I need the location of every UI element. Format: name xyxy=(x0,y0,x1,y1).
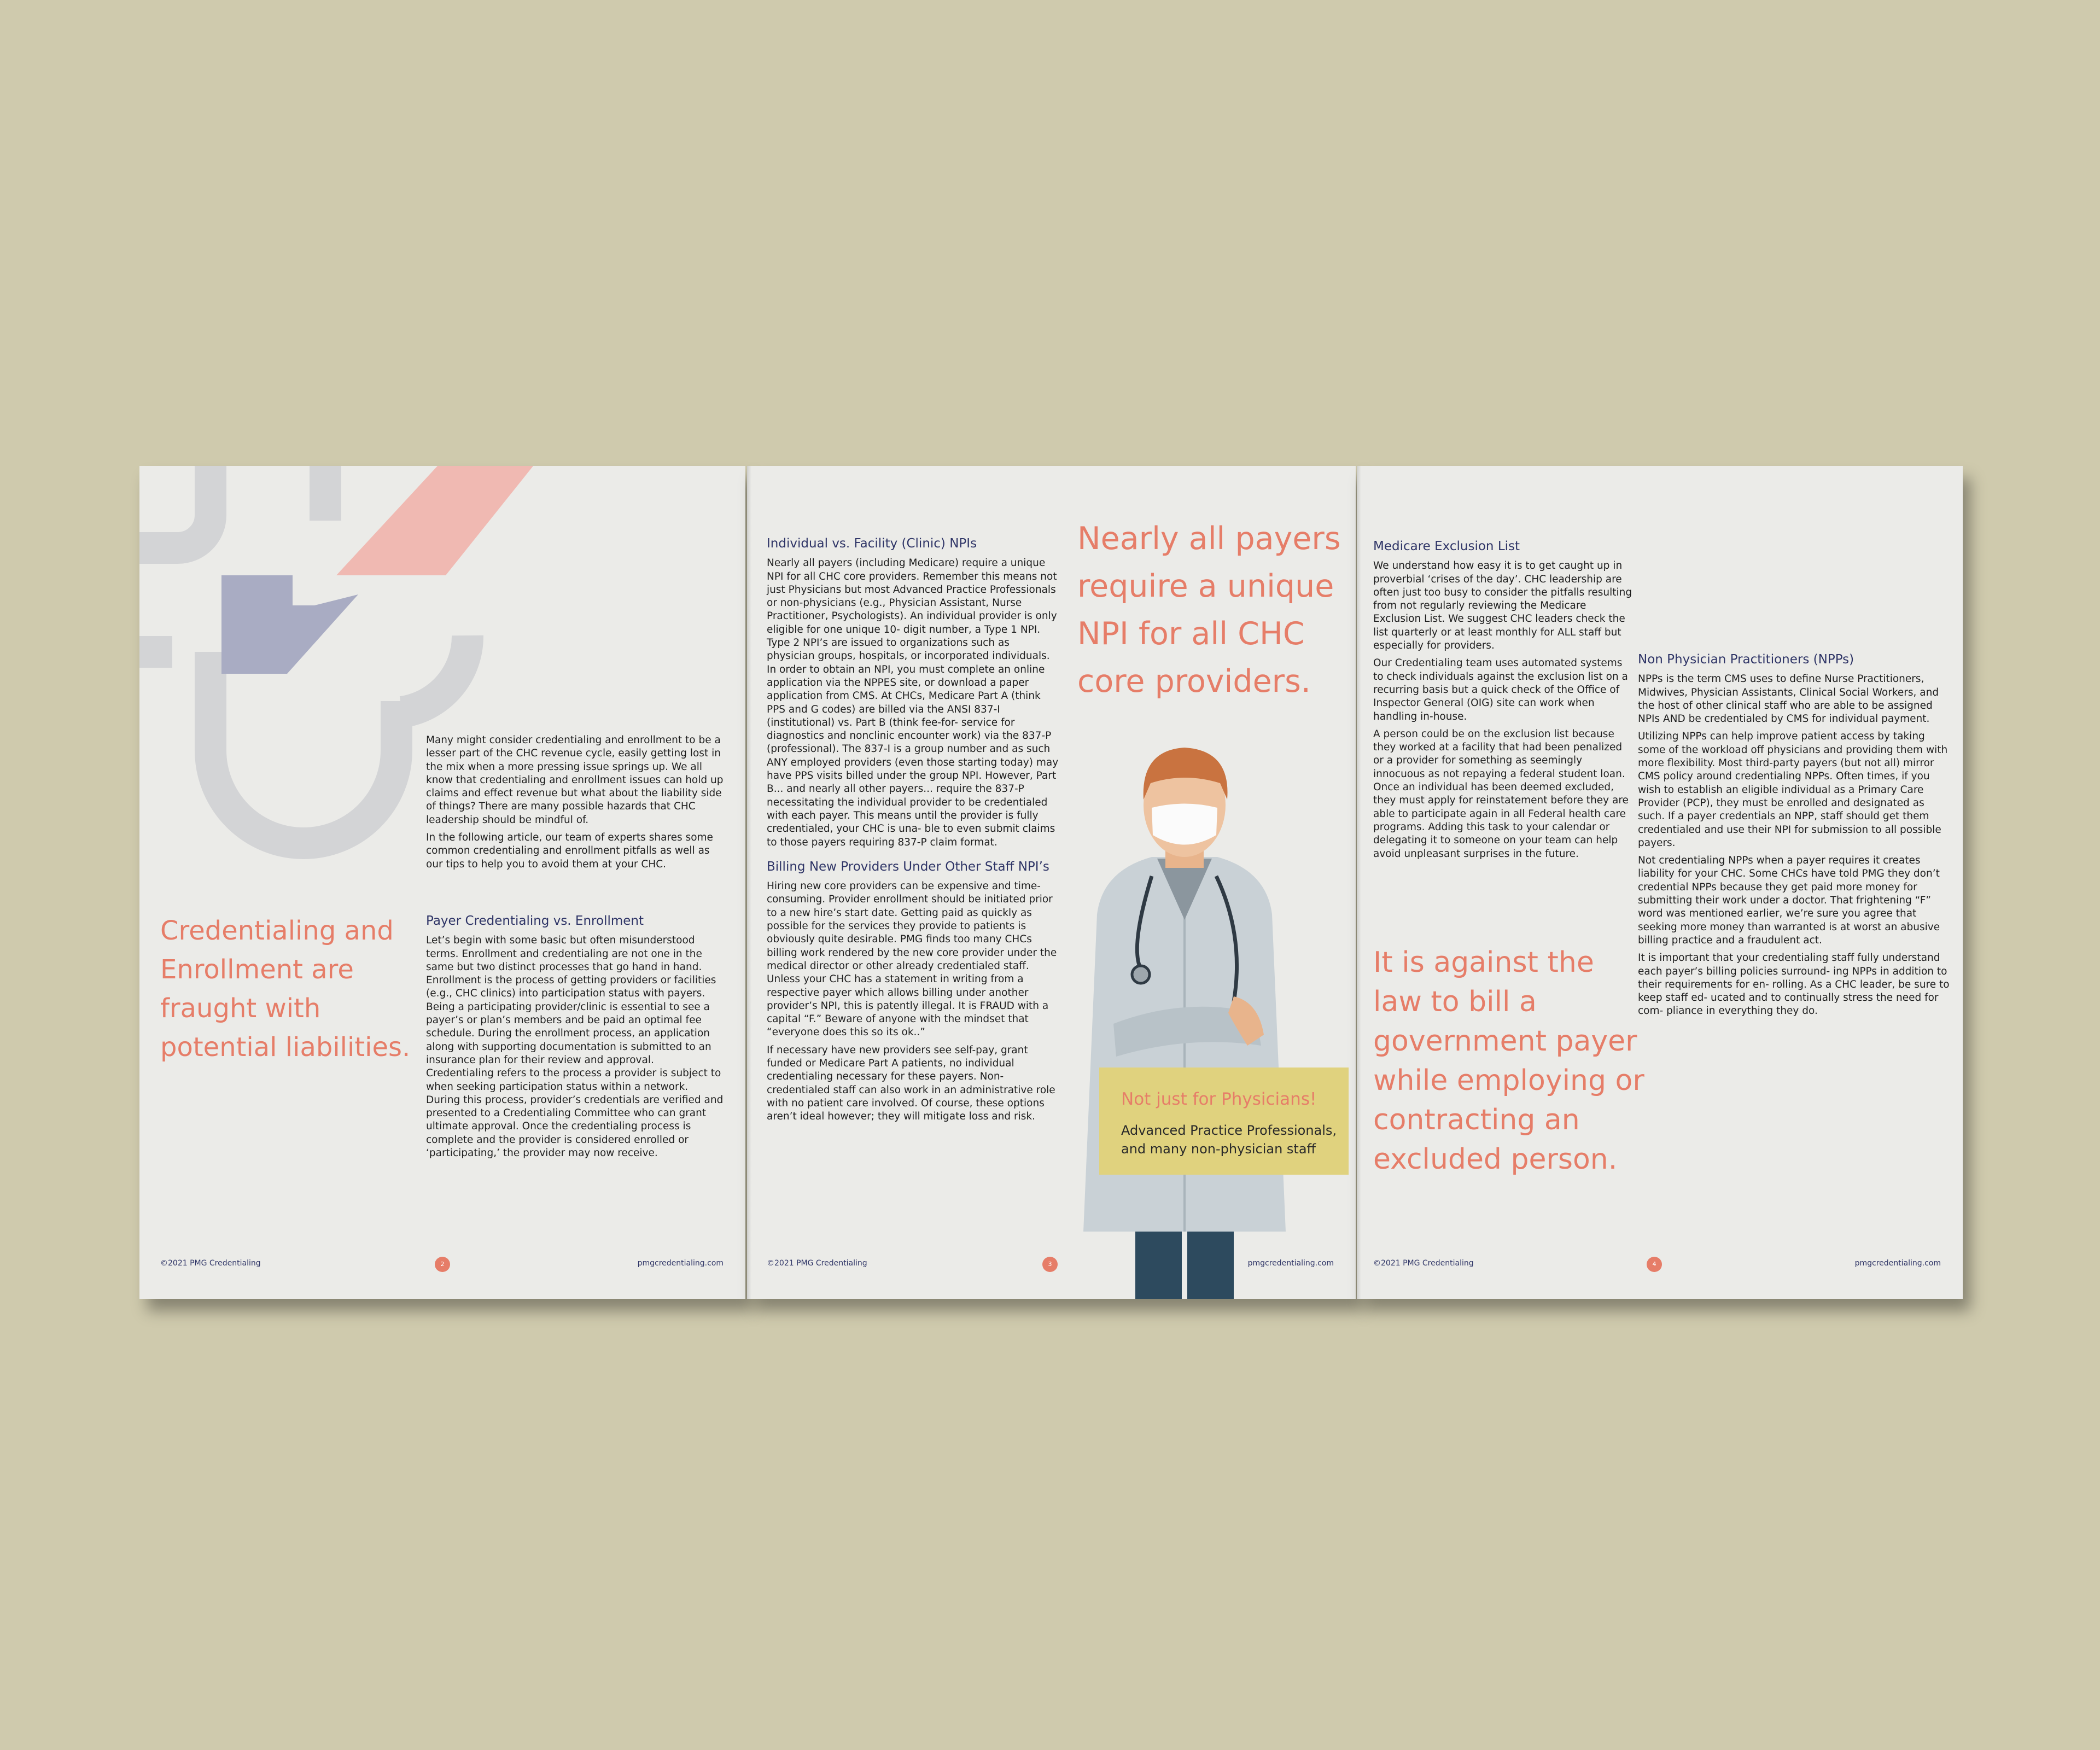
page-fold xyxy=(1357,466,1361,1299)
brochure-page-3 xyxy=(747,466,1356,1299)
section-paragraph: Let’s begin with some basic but often misunderstood terms. Enrollment and credentialing are not one in the same but two distinct processes that go hand in hand. Enrollment is the process of getting providers or facilities (e.g., CHC clinics) into participation status with payers. Being a participating provider/clinic is essential to see a payer’s or plan’s members and be paid an optimal fee schedule. During the enrollment process, an application along with supporting documentation is submitted to an insurance plan for their review and approval. Credentialing refers to the process a provider is subject to when seeking participation status within a network. During this process, provider’s credentials are verified and presented to a Credentialing Committee who can grant ultimate approval. Once the credentialing process is complete and the provider is considered enrolled or ‘participating,’ the provider may now receive. xyxy=(426,935,724,1159)
npp-paragraph-1: NPPs is the term CMS uses to define Nurse Practitioners, Midwives, Physician Assistants, Clinical Social Workers, and the host of other clinical staff who are able to be assigned NPIs AND be credentialed by CMS for individual payment. xyxy=(1638,673,1939,725)
page-number: 3 xyxy=(1042,1257,1058,1272)
pull-quote-npi: Nearly all payers require a unique NPI for all CHC core providers. xyxy=(1077,521,1341,699)
footer-website[interactable]: pmgcredentialing.com xyxy=(637,1259,724,1268)
pull-quote-credentialing: Credentialing and Enrollment are fraught with potential liabilities. xyxy=(160,915,411,1063)
exclusion-heading: Medicare Exclusion List xyxy=(1373,539,1520,553)
exclusion-paragraph-1: We understand how easy it is to get caught up in proverbial ‘crises of the day’. CHC leadership are often just too busy to consider the pitfalls resulting from not regularly reviewing the Medicare Exclusion List. We suggest CHC leaders check the list quarterly or at least monthly for ALL staff but especially for providers. xyxy=(1373,560,1632,652)
page-fold xyxy=(747,466,751,1299)
callout-box xyxy=(1099,1068,1349,1175)
footer-copyright: ©2021 PMG Credentialing xyxy=(1373,1259,1474,1268)
footer-website[interactable]: pmgcredentialing.com xyxy=(1854,1259,1941,1268)
billing-paragraph-1: Hiring new core providers can be expensive and time- consuming. Provider enrollment should be initiated prior to a new hire’s start date. Getting paid as quickly as possible for the services they provide to patients is obviously quite desirable. PMG finds too many CHCs billing work rendered by the new core provider under the medical director or other already credentialed staff. Unless your CHC has a statement in writing from a respective payer which allows billing under another provider’s NPI, this is patently illegal. It is FRAUD with a capital “F.” Beware of anyone with the mindset that “everyone does this so its ok..” xyxy=(767,880,1057,1039)
npi-section xyxy=(767,537,1059,1128)
callout-body: Advanced Practice Professionals, and many non-physician staff xyxy=(1121,1123,1337,1157)
npp-paragraph-4: It is important that your credentialing staff fully understand each payer’s billing policies surround- ing NPPs in addition to their requirements for en- rolling. As a CHC leader, be sure to keep staff ed- ucated and to continually stress the need for com- pliance in everything they do. xyxy=(1638,952,1950,1017)
npp-paragraph-3: Not credentialing NPPs when a payer requires it creates liability for your CHC. Some CHCs have told PMG they don’t credential NPPs because they get paid more money for submitting their work under a doctor. That frightening “F” word was mentioned earlier, we’re sure you agree that seeking more money than warranted is at worst an abusive billing practice and a fraudulent act. xyxy=(1638,855,1940,946)
callout-title: Not just for Physicians! xyxy=(1121,1089,1317,1109)
brochure-page-4 xyxy=(1357,466,1963,1299)
section-heading: Payer Credentialing vs. Enrollment xyxy=(426,914,644,928)
intro-paragraph-1: Many might consider credentialing and enrollment to be a lesser part of the CHC revenue cycle, easily getting lost in the mix when a more pressing issue springs up. We all know that credentialing and enrollment issues can hold up claims and effect revenue but what about the liability side of things? There are many possible hazards that CHC leadership should be mindful of. xyxy=(426,734,724,826)
page-number: 2 xyxy=(435,1257,450,1272)
footer-copyright: ©2021 PMG Credentialing xyxy=(160,1259,261,1268)
billing-paragraph-2: If necessary have new providers see self-pay, grant funded or Medicare Part A patients, no individual credentialing necessary for these payers. Non-credentialed staff can also work in an administrative role with no patient care involved. Of course, these options aren’t ideal however; they will mitigate loss and risk. xyxy=(767,1044,1055,1123)
exclusion-section xyxy=(1373,540,1633,865)
brochure-page-2 xyxy=(139,466,745,1299)
npp-paragraph-2: Utilizing NPPs can help improve patient access by taking some of the workload off physicians and providing them with more flexibility. Most third-party payers (but not all) mirror CMS policy around credentialing NPPs. Often times, if you wish to establish an eligible individual as a Primary Care Provider (PCP), they must be enrolled and designated as such. If a payer credentials an NPP, staff should get them credentialed and use their NPI for submission to all possible payers. xyxy=(1638,731,1948,849)
footer-copyright: ©2021 PMG Credentialing xyxy=(767,1259,867,1268)
intro-paragraph-2: In the following article, our team of experts shares some common credentialing and enrollment pitfalls as well as our tips to help you to avoid them at your CHC. xyxy=(426,832,713,870)
npi-heading: Individual vs. Facility (Clinic) NPIs xyxy=(767,536,977,551)
npp-heading: Non Physician Practitioners (NPPs) xyxy=(1638,652,1854,667)
billing-heading: Billing New Providers Under Other Staff NPI’s xyxy=(767,859,1049,874)
npp-section xyxy=(1638,653,1950,1023)
exclusion-paragraph-3: A person could be on the exclusion list because they worked at a facility that had been penalized or a provider for something as seemingly innocuous as not repaying a federal student loan. Once an individual has been deemed excluded, they must apply for reinstatement before they are able to participate again in all Federal health care programs. Adding this task to your calendar or delegating it to someone on your team can help avoid unpleasant surprises in the future. xyxy=(1373,728,1629,860)
doctor-illustration xyxy=(1070,739,1299,1299)
exclusion-paragraph-2: Our Credentialing team uses automated systems to check individuals against the exclusion list on a recurring basis but a quick check of the Office of Inspector General (OIG) site can work when handling in-house. xyxy=(1373,657,1628,722)
page-number: 4 xyxy=(1647,1257,1662,1272)
intro-text xyxy=(426,734,724,876)
payer-credentialing-section xyxy=(426,914,724,1164)
footer-website[interactable]: pmgcredentialing.com xyxy=(1247,1259,1334,1268)
npi-paragraph-1: Nearly all payers (including Medicare) require a unique NPI for all CHC core providers. Remember this means not just Physicians but most Advanced Practice Professionals or non-physicians (e.g., Physician Assistant, Nurse Practitioner, Psychologists). An individual provider is only eligible for one unique 10- digit number, a Type 1 NPI. Type 2 NPI’s are issued to organizations such as physician groups, hospitals, or incorporated individuals. In order to obtain an NPI, you must complete an online application via the NPPES site, or download a paper application from CMS. At CHCs, Medicare Part A (think PPS and G codes) are billed via the ANSI 837-I (institutional) vs. Part B (think fee-for- service for diagnostics and nonclinic encounter work) via the 837-P (professional). The 837-I is a group number and as such ANY employed providers (even those starting today) may have PPS visits billed under the group NPI. However, Part B... and nearly all other payers... require the 837-P necessitating the individual provider to be credentialed with each payer. This means until the provider is fully credentialed, your CHC is una- ble to even submit claims to those payers requiring 837-P claim format. xyxy=(767,557,1059,848)
pull-quote-law: It is against the law to bill a government payer while employing or contracting an excluded person. xyxy=(1373,946,1644,1176)
